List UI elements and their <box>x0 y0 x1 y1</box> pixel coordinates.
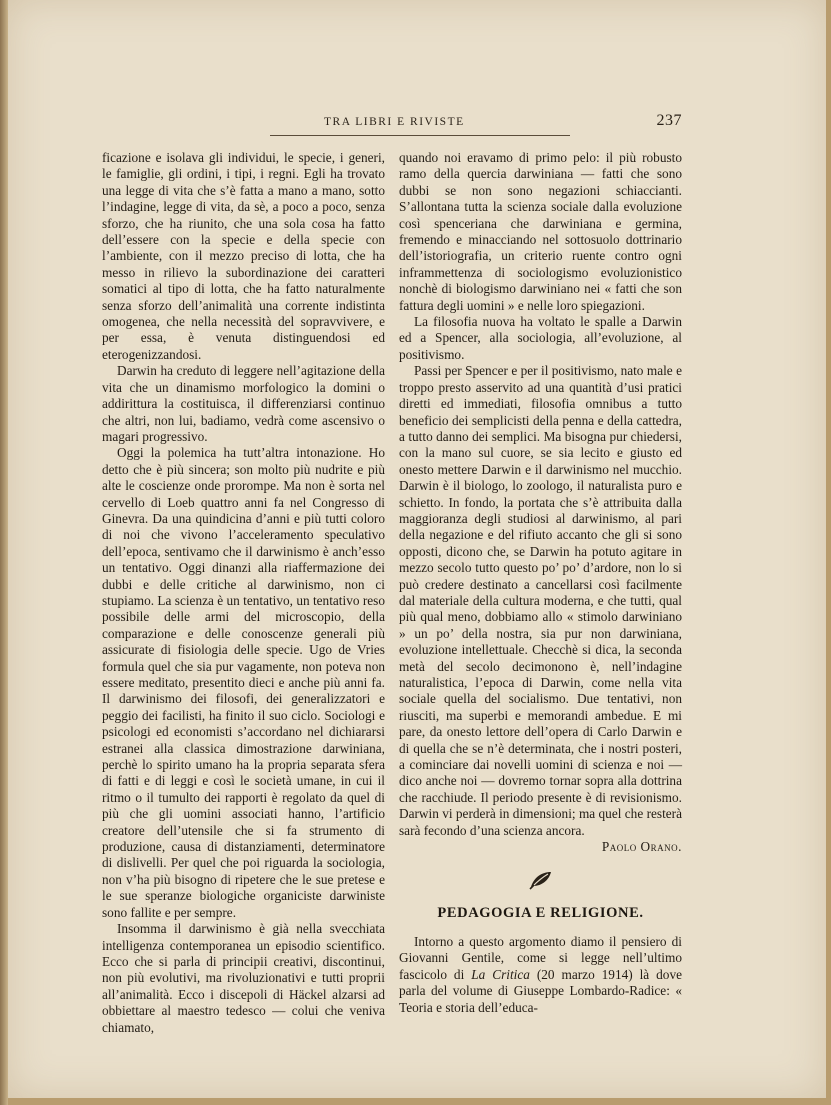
running-title: TRA LIBRI E RIVISTE <box>324 116 465 128</box>
paragraph: quando noi eravamo di primo pelo: il più robusto ramo della quercia darwiniana — fatti che sono dubbi se non sono negazioni schiaccianti. S’allontana tutta la scienza sociale dalla evoluzione così spenceriana che darwiniana e germina, fremendo e minacciando nel sottosuolo dottrinario dell’istoriografia, un criterio ruente contro ogni inframmettenza di sociologismo evoluzionistico nonchè di biologismo darwiniano nei « fatti che son fattura degli uomini » e nelle loro spiegazioni. <box>399 150 682 313</box>
paragraph: Passi per Spencer e per il positivismo, nato male e troppo presto asservito ad una quantità d’usi pratici diretti ed immediati, filosofia omnibus a tutto beneficio dei semplicisti della penna e della cattedra, a tutto danno dei semplici. Ma bisogna pur chiedersi, con la mano sul cuore, se sia lecito e giusto ed onesto mettere Darwin e il darwinismo nel mucchio. Darwin è il biologo, lo zoologo, il naturalista puro e schietto. In fondo, la portata che s’è attribuita dalla maggioranza degli studiosi al darwinismo, al pari della negazione e del rifiuto accanto che gli si sono opposti, dicono che, se Darwin ha potuto agitare in mezzo secolo tutto questo po’ po’ d’ardore, non lo si può credere destinato a cancellarsi così facilmente dal materiale della cultura moderna, e che tutti, qual più qual meno, dobbiamo allo « stimolo darwiniano » un po’ della nostra, sia pur non darwiniana, evoluzione intellettuale. Checchè si dica, la seconda metà del secolo decimonono è, nell’indagine naturalistica, l’epoca di Darwin, come nella vita sociale quella del socialismo. Due tentativi, non riusciti, ma superbi e memorandi ambedue. E mi pare, da onesto lettore dell’opera di Carlo Darwin e di quella che se n’è determinata, che i nostri posteri, a cominciare dai novelli uomini di scienza e noi — dico anche noi — dovremo tornar sopra alla dottrina che racchiude. Il periodo presente è di revisionismo. Darwin vi perderà in dimensioni; ma quel che resterà sarà fecondo d’una scienza ancora. <box>399 363 682 838</box>
page-number: 237 <box>656 112 682 129</box>
right-column <box>399 150 682 1016</box>
paragraph-text: Intorno a questo argomento diamo il pensiero di Giovanni Gentile, come si legge nell’ultimo fascicolo di <box>399 933 682 982</box>
author-signature: Paolo Orano. <box>601 839 682 855</box>
section-heading: PEDAGOGIA E RELIGIONE. <box>437 905 644 922</box>
book-spine-edge <box>0 0 8 1105</box>
paragraph: ficazione e isolava gli individui, le specie, i generi, le famiglie, gli ordini, i tipi, i regni. Egli ha trovato una legge di vita che s’è fatta a mano a mano, sotto l’indagine, legge di vita, da sè, a poco a poco, senza sforzo, che ha riunito, che una sola cosa ha fatto dell’essere con la specie e della specie con l’ambiente, con il mezzo preciso di lotta, che ha messo in rilievo la subordinazione dei caratteri somatici al tipo di lotta, che ha fatto naturalmente senza sforzo dell’animalità una corrente indistinta omogenea, che nella necessità del sopravvivere, e per essa, è venuta distinguendosi ed eterogenizzandosi. <box>102 150 385 362</box>
paragraph-text: (20 marzo 1914) là dove parla del volume di Giuseppe Lombardo-Radice: « Teoria e storia dell’educa- <box>399 966 682 1015</box>
paragraph: La filosofia nuova ha voltato le spalle a Darwin ed a Spencer, alla sociologia, all’evoluzione, al positivismo. <box>399 314 682 362</box>
left-column <box>102 150 385 1036</box>
leaf-fleuron-icon <box>399 869 682 891</box>
paragraph: Oggi la polemica ha tutt’altra intonazione. Ho detto che è più sincera; son molto più nudrite e più alte le coscienze onde prorompe. Ma non è sorta nel cervello di Loeb quattro anni fa nel Congresso di Ginevra. Da una quindicina d’anni e più tutti coloro di noi che vivono l’acceleramento speculativo dell’epoca, sentivamo che il darwinismo è anch’esso un tentativo. Oggi dinanzi alla riaffermazione dei dubbi e delle critiche al darwinismo, non ci stupiamo. La scienza è un tentativo, un tentativo reso possibile delle armi del microscopio, della comparazione e delle conoscenze generali più assicurate di fisiologia delle specie. Ugo de Vries formula quel che sia pur vagamente, non poteva non essere meditato, presentito dieci e anche più anni fa. Il darwinismo dei filosofi, dei generalizzatori e peggio dei facilisti, ha finito il suo ciclo. Sociologi e psicologi ed economisti s’accordano nel dichiararsi estranei alla classica dimostrazione darwiniana, perchè lo spirito umano ha la propria separata sfera di fatti e di leggi e così le società umane, in cui il ritmo o il tumulto dei rapporti è regolato da quel di più che gli uomini associati hanno, l’artificio creatore dell’utensile che si fa strumento di produzione, causa di distanziamenti, determinatore di dislivelli. Per quel che poi riguarda la sociologia, non v’ha più bisogno di ripetere che le sue pretese e le sue speranze biologiche organiciste darwiniste sono fallite e per sempre. <box>102 445 385 920</box>
journal-title: La Critica <box>471 966 530 982</box>
paragraph: Darwin ha creduto di leggere nell’agitazione della vita che un dinamismo morfologico la domini o addirittura la costituisca, il differenziarsi continuo che altri, non lui, badiamo, vedrà come ascensivo o magari progressivo. <box>102 363 385 444</box>
page-header <box>102 114 682 134</box>
paragraph <box>399 934 682 1016</box>
header-rule <box>270 135 570 136</box>
paragraph: Insomma il darwinismo è già nella svecchiata intelligenza contemporanea un episodio scientifico. Ecco che si parla di principii creativi, discontinui, non più evolutivi, ma rivoluzionativi e tutti proprii all’animalità. Ecco i discepoli di Häckel alzarsi ad obbiettare al maestro tedesco — colui che veniva chiamato, <box>102 921 385 1035</box>
